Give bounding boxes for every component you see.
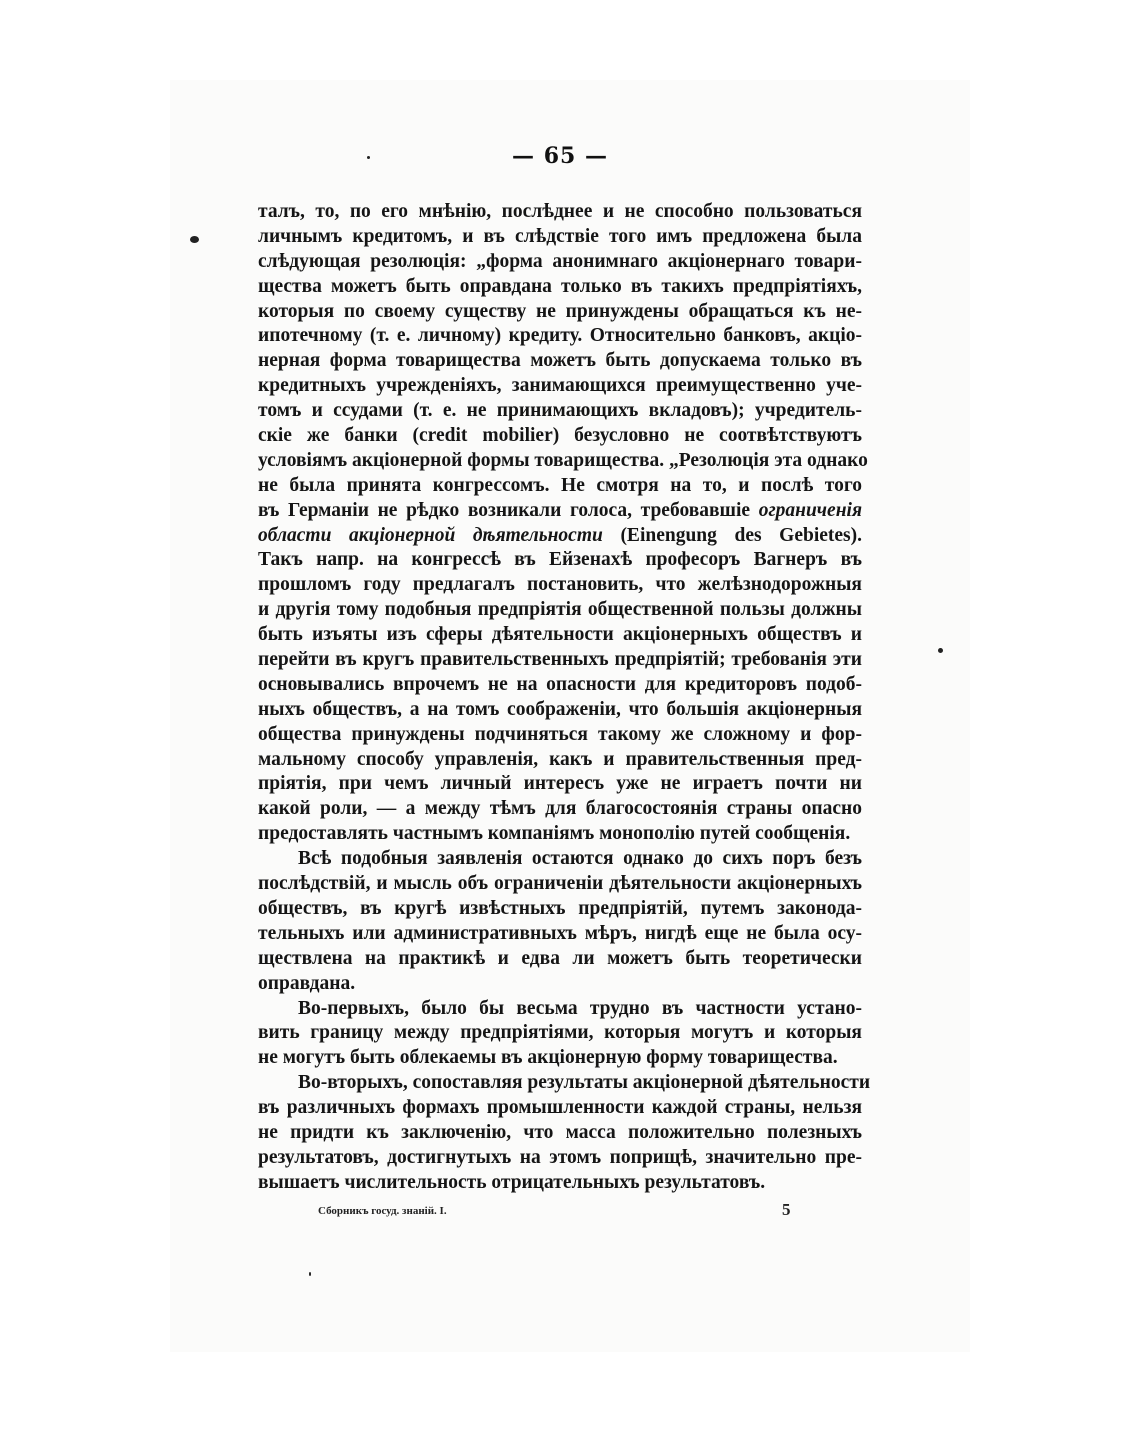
ink-speck (938, 648, 943, 653)
emphasis-text: ограниченія (758, 499, 862, 521)
text-line: условіямъ акціонерной формы товарищества. „Резолюція эта однако (258, 449, 868, 471)
text-line: Такъ напр. на конгрессѣ въ Ейзенахѣ професоръ Вагнеръ въ (258, 549, 862, 571)
ink-speck (367, 156, 370, 159)
text-line: вышаетъ числительность отрицательныхъ результатовъ. (258, 1171, 766, 1193)
text-line: результатовъ, достигнутыхъ на этомъ поприщѣ, значительно пре- (258, 1146, 862, 1168)
text-line: ипотечному (т. е. личному) кредиту. Относительно банковъ, акціо- (258, 325, 862, 347)
text-line: которыя по своему существу не принуждены обращаться къ не- (258, 300, 862, 322)
text-line: основывались впрочемъ не на опасности для кредиторовъ подоб- (258, 673, 862, 695)
text-line: въ Германіи не рѣдко возникали голоса, требовавшіе ограниченія (258, 499, 862, 521)
text-line: пріятія, при чемъ личный интересъ уже не играетъ почти ни (258, 773, 862, 795)
emphasis-text: области акціонерной дѣятельности (258, 524, 603, 546)
text-line: скіе же банки (credit mobilier) безусловно не соотвѣтствуютъ (258, 425, 862, 447)
body-text (258, 200, 871, 1196)
text-line: общества принуждены подчиняться такому же сложному и фор- (258, 723, 862, 745)
text-line: слѣдующая резолюція: „форма анонимнаго акціонернаго товари- (258, 250, 862, 272)
text-line: прошломъ году предлагалъ постановить, что желѣзнодорожныя (258, 574, 862, 596)
sheet-number: 5 (782, 1200, 791, 1219)
text-line: оправдана. (258, 972, 356, 994)
text-line: предоставлять частнымъ компаніямъ монополію путей сообщенія. (258, 823, 851, 845)
text-line: Во-первыхъ, было бы весьма трудно въ частности устано- (298, 997, 862, 1019)
text-line: области акціонерной дѣятельности (Einengung des Gebietes). (258, 524, 863, 546)
text-line: послѣдствій, и мысль объ ограниченіи дѣятельности акціонерныхъ (258, 873, 862, 895)
text-line: томъ и ссудами (т. е. не принимающихъ вкладовъ); учредитель- (258, 400, 862, 422)
signature-mark: Сборникъ госуд. знаній. I. (318, 1205, 447, 1217)
text-line: тельныхъ или административныхъ мѣръ, нигдѣ еще не была осу- (258, 922, 862, 944)
text-line: не могутъ быть облекаемы въ акціонерную форму товарищества. (258, 1047, 838, 1069)
text-line: не была принята конгрессомъ. Не смотря на то, и послѣ того (258, 474, 862, 496)
text-line: Всѣ подобныя заявленія остаются однако до сихъ поръ безъ (298, 848, 862, 870)
text-line: быть изъяты изъ сферы дѣятельности акціонерныхъ обществъ и (258, 624, 862, 646)
text-line: Во-вторыхъ, сопоставляя результаты акціонерной дѣятельности (298, 1072, 871, 1094)
ink-speck (309, 1272, 311, 1276)
text-line: ныхъ обществъ, а на томъ соображеніи, что большія акціонерныя (258, 698, 862, 720)
text-line: не придти къ заключенію, что масса положительно полезныхъ (258, 1121, 862, 1143)
text-line: мальному способу управленія, какъ и правительственныя пред- (258, 748, 862, 770)
text-line: личнымъ кредитомъ, и въ слѣдствіе того имъ предложена была (258, 225, 862, 247)
text-line: нерная форма товарищества можетъ быть допускаема только въ (258, 350, 862, 372)
page-number: — 65 — (512, 143, 608, 169)
text-line: талъ, то, по его мнѣнію, послѣднее и не способно пользоваться (258, 201, 862, 222)
text-line: ществлена на практикѣ и едва ли можетъ быть теоретически (258, 947, 862, 969)
text-line: перейти въ кругъ правительственныхъ предпріятій; требованія эти (258, 649, 862, 671)
text-line: и другія тому подобныя предпріятія общественной пользы должны (258, 599, 862, 621)
text-line: кредитныхъ учрежденіяхъ, занимающихся преимущественно уче- (258, 375, 862, 397)
text-line: въ различныхъ формахъ промышленности каждой страны, нельзя (258, 1097, 862, 1119)
text-line: обществъ, въ кругѣ извѣстныхъ предпріятій, путемъ законода- (258, 897, 862, 919)
text-line: щества можетъ быть оправдана только въ такихъ предпріятіяхъ, (258, 275, 862, 297)
text-line: вить границу между предпріятіями, которыя могутъ и которыя (258, 1022, 862, 1044)
ink-speck (190, 236, 199, 243)
text-line: какой роли, — а между тѣмъ для благосостоянія страны опасно (258, 798, 862, 820)
